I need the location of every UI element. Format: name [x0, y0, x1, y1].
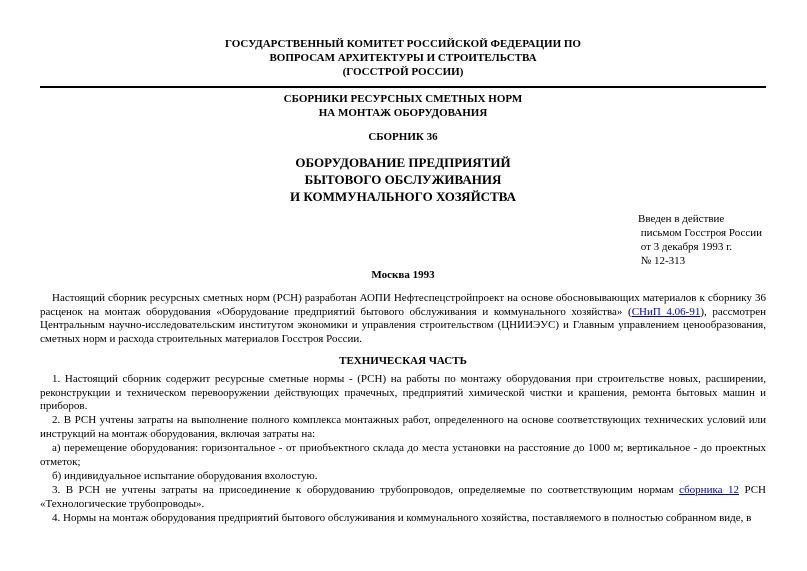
- header-divider: [40, 86, 766, 88]
- document-title-line3: И КОММУНАЛЬНОГО ХОЗЯЙСТВА: [290, 189, 516, 204]
- paragraph-2: 2. В РСН учтены затраты на выполнение полного комплекса монтажных работ, определенного на основе соответствующих технических условий или инструкций на монтаж оборудования, включая затраты на:: [40, 414, 766, 440]
- section-heading: ТЕХНИЧЕСКАЯ ЧАСТЬ: [339, 355, 467, 367]
- introduction-line2: письмом Госстроя России: [638, 227, 763, 239]
- agency-header-line1: ГОСУДАРСТВЕННЫЙ КОМИТЕТ РОССИЙСКОЙ ФЕДЕРАЦИИ ПО: [224, 38, 581, 50]
- paragraph-2b: б) индивидуальное испытание оборудования вхолостую.: [52, 470, 318, 482]
- preamble-paragraph: [40, 292, 766, 346]
- introduction-note: [638, 212, 762, 268]
- agency-header-line2: ВОПРОСАМ АРХИТЕКТУРЫ И СТРОИТЕЛЬСТВА: [269, 52, 537, 64]
- collection-12-link[interactable]: сборника 12: [679, 484, 739, 496]
- document-title-line1: ОБОРУДОВАНИЕ ПРЕДПРИЯТИЙ: [295, 155, 511, 170]
- paragraph-4: 4. Нормы на монтаж оборудования предприятий бытового обслуживания и коммунального хозяйства, поставляемого в полностью собранном виде, в: [52, 512, 752, 524]
- introduction-line4: № 12-313: [638, 255, 686, 267]
- paragraph-3: [40, 484, 766, 511]
- paragraph-2a: а) перемещение оборудования: горизонтальное - от приобъектного склада до места установки на расстояние до 1000 м; вертикальное - до проектных отметок;: [40, 442, 766, 468]
- paragraph-1: 1. Настоящий сборник содержит ресурсные сметные нормы - (РСН) на работы по монтажу оборудования при строительстве новых, расширении, реконструкции и техническом перевооружении действующих прачечных, предприятий химической чистки и крашения, ремонта бытовых машин и приборов.: [40, 373, 766, 413]
- paragraph-3-text-end: РСН «Технологические трубопроводы».: [40, 484, 766, 510]
- document-page: [40, 0, 766, 571]
- agency-header-line3: (ГОССТРОЙ РОССИИ): [342, 66, 464, 78]
- collection-number: СБОРНИК 36: [368, 131, 438, 143]
- document-title-line2: БЫТОВОГО ОБСЛУЖИВАНИЯ: [304, 172, 502, 187]
- introduction-line1: Введен в действие: [638, 213, 725, 225]
- series-title-line1: СБОРНИКИ РЕСУРСНЫХ СМЕТНЫХ НОРМ: [283, 93, 523, 105]
- place-and-year: Москва 1993: [371, 269, 435, 281]
- snip-link[interactable]: СНиП 4.06-91: [631, 305, 701, 318]
- preamble-text-start: Настоящий сборник ресурсных сметных норм (РСН) разработан АОПИ Нефтеспецстройпроект на основе обосновывающих материалов к сборнику 36 расценок на монтаж оборудования «Оборудование предприятий бытового обслуживания и коммунального хозяйства» (: [40, 292, 766, 318]
- preamble-text-end: ), рассмотрен Центральным научно-исследовательским институтом экономики и управления строительством (ЦНИИЭУС) и Главным управлением ценообразования, сметных норм и расхода строительных материалов Госстроя России.: [40, 305, 767, 345]
- introduction-line3: от 3 декабря 1993 г.: [638, 241, 733, 253]
- series-title-line2: НА МОНТАЖ ОБОРУДОВАНИЯ: [318, 107, 488, 119]
- paragraph-3-text-start: 3. В РСН не учтены затраты на присоединение к оборудованию трубопроводов, определяемые по соответствующим нормам: [52, 484, 680, 496]
